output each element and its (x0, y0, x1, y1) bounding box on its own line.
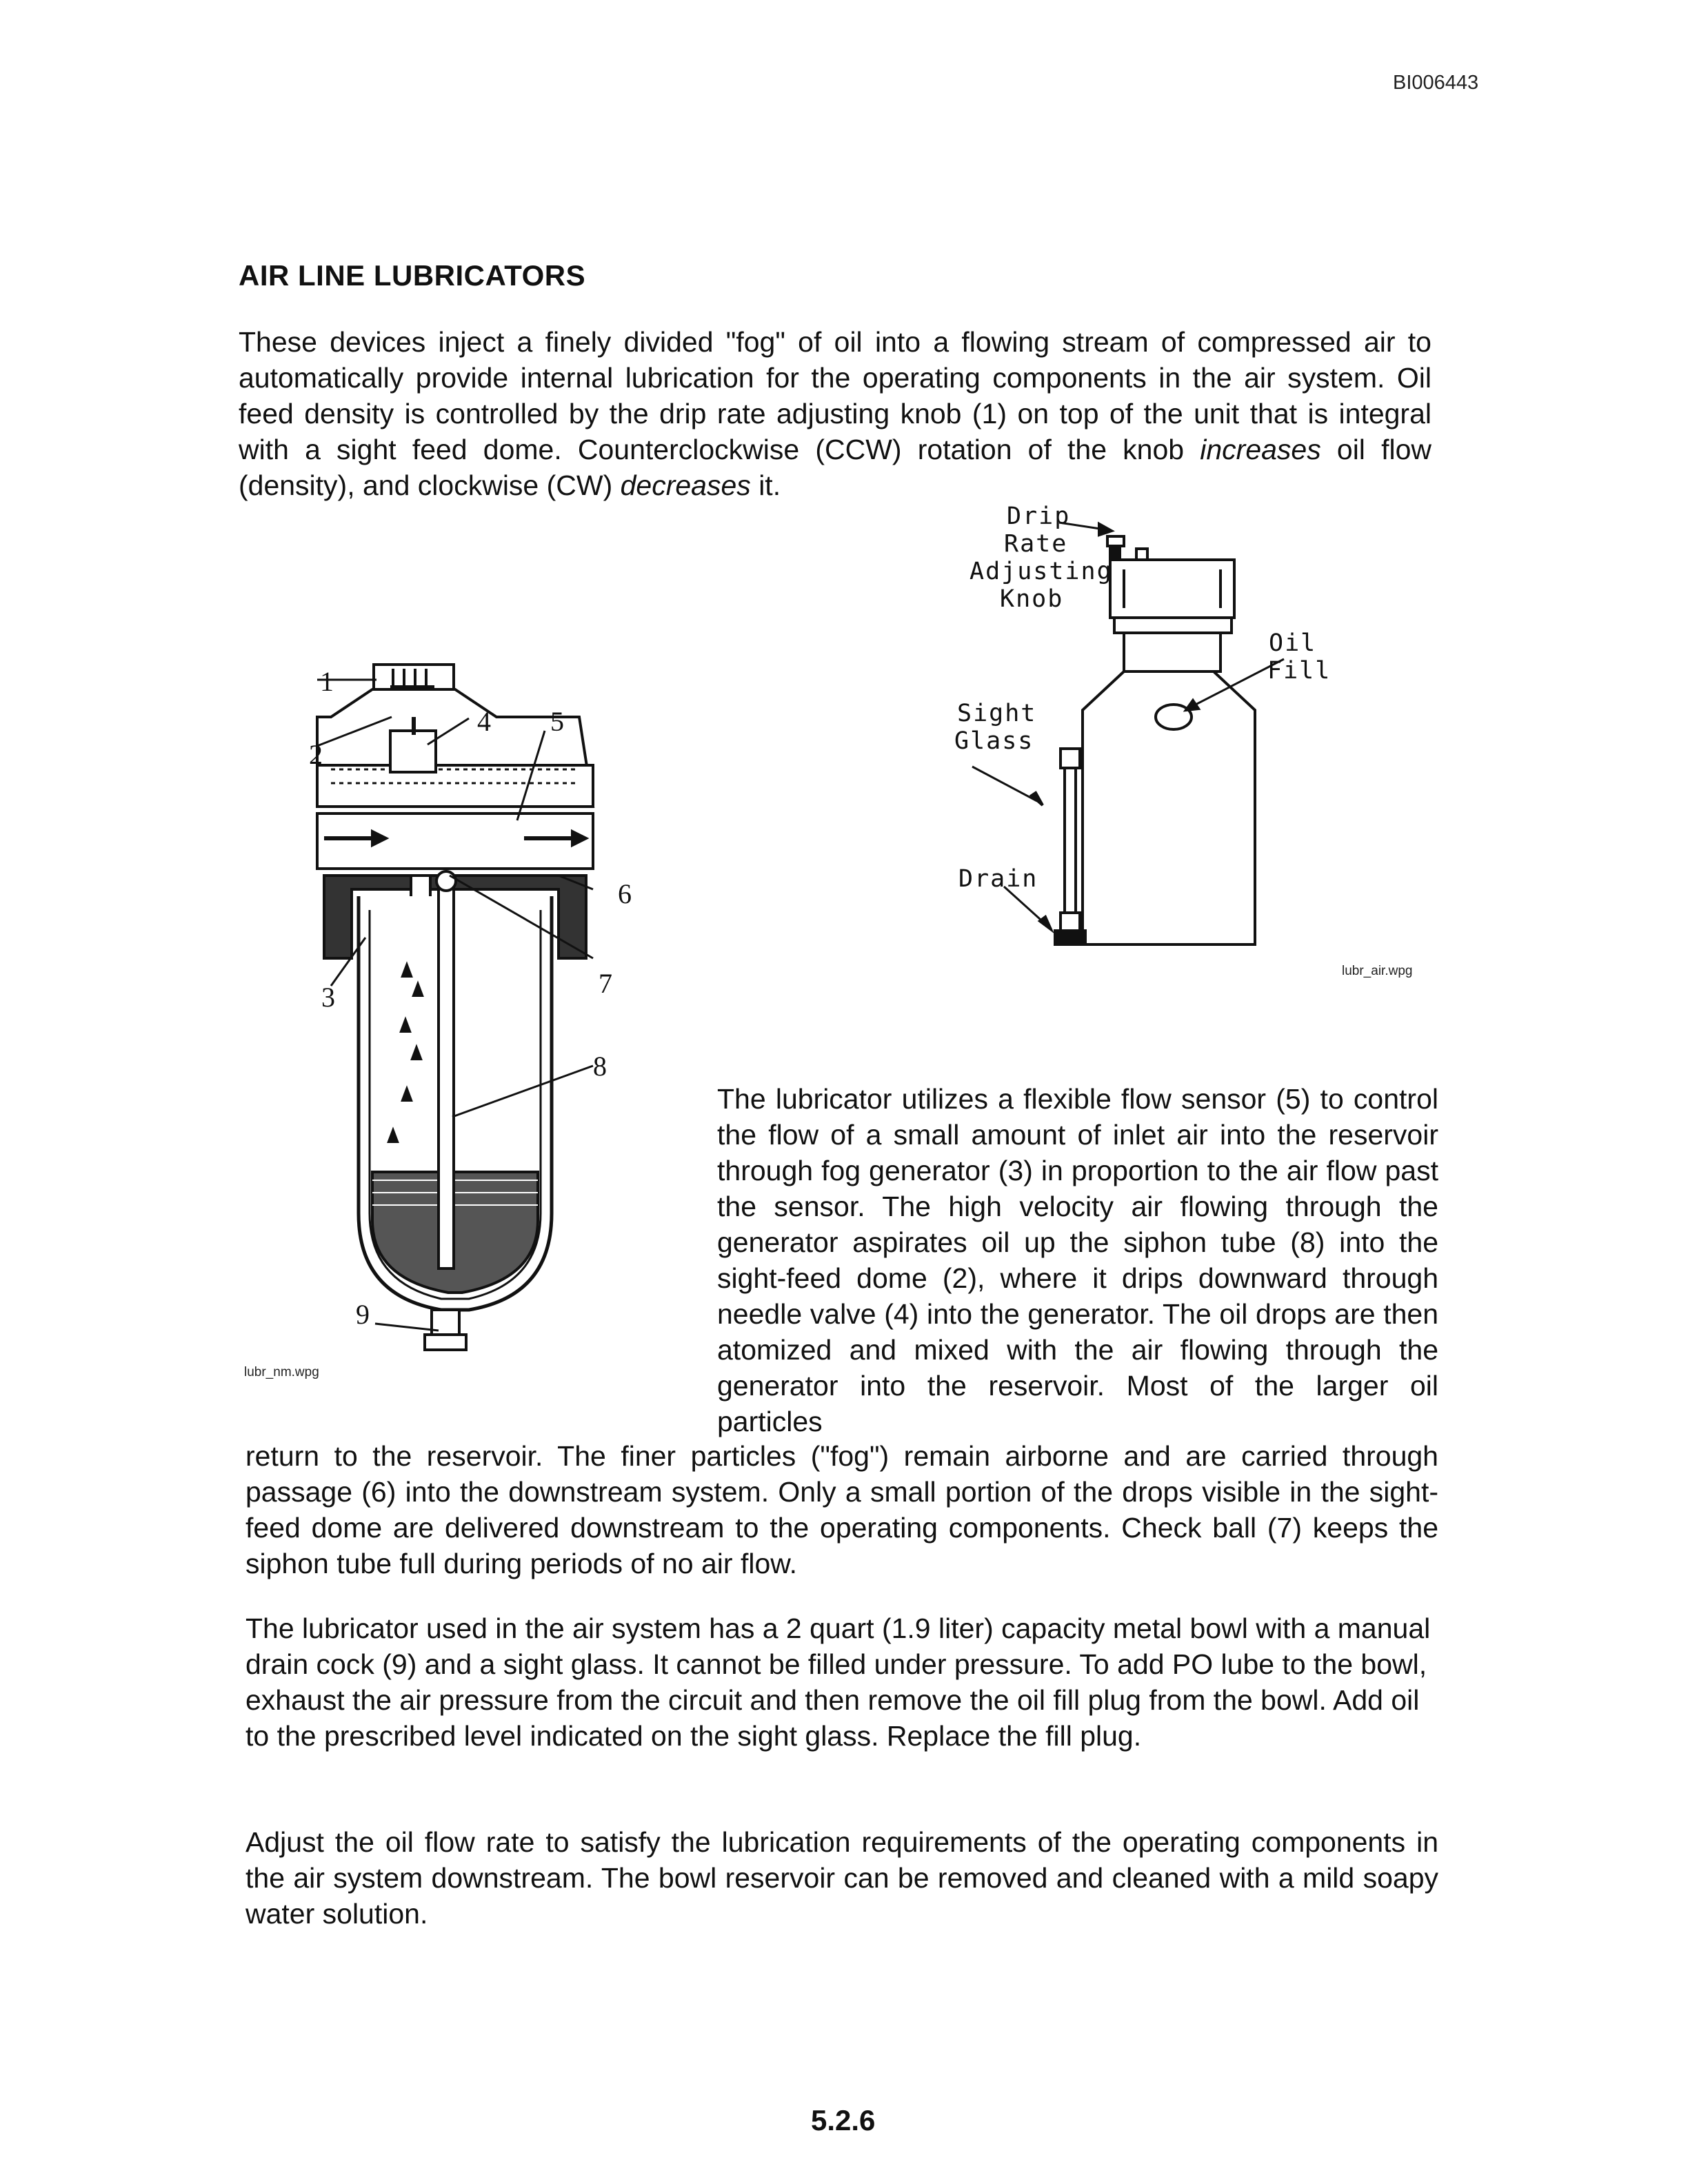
sight-glass-shape (1065, 768, 1076, 913)
intro-emphasis-decreases: decreases (620, 469, 751, 501)
filling-paragraph: The lubricator used in the air system has a 2 quart (1.9 liter) capacity metal bowl with a manual drain cock (9) and a sight glass. It cannot be filled under pressure. To add PO lube to the bowl, exhaust the air pressure from the circuit and then remove the oil fill plug from the bowl. Add oil to the prescribed level indicated on the sight glass. Replace the fill plug. (245, 1612, 1431, 1752)
label-fill: Fill (1267, 657, 1332, 685)
lubricator-cutaway-diagram (290, 648, 676, 1365)
adjustment-paragraph: Adjust the oil flow rate to satisfy the lubrication requirements of the operating components in the air system downstream. The bowl reservoir can be removed and cleaned with a mild soapy water solution. (245, 1826, 1438, 1930)
callout-5: 5 (550, 706, 564, 737)
callout-1: 1 (320, 666, 334, 697)
left-figure-caption: lubr_nm.wpg (244, 1365, 319, 1379)
siphon-tube-shape (439, 882, 454, 1268)
label-rate: Rate (1004, 530, 1068, 558)
callout-9: 9 (356, 1299, 370, 1330)
operation-paragraph-continued: return to the reservoir. The finer particles ("fog") remain airborne and are carried through passage (6) into the downstream system. Only a small portion of the drops visible in the sight-feed dome are delivered downstream to the operating components. Check ball (7) keeps the siphon tube full during periods of no air flow. (245, 1440, 1438, 1579)
callout-6: 6 (618, 878, 632, 909)
callout-2: 2 (309, 739, 323, 770)
section-heading: AIR LINE LUBRICATORS (239, 259, 586, 292)
label-knob: Knob (1000, 585, 1064, 613)
intro-emphasis-increases: increases (1200, 434, 1321, 465)
label-sight: Sight (957, 700, 1037, 727)
drain-cock-shape (1055, 931, 1085, 944)
label-drain: Drain (958, 865, 1038, 893)
knob-housing-shape (1110, 560, 1234, 618)
check-ball-shape (436, 871, 456, 891)
label-drip: Drip (1007, 503, 1071, 530)
intro-paragraph (239, 324, 1431, 503)
intro-text-3: it. (750, 469, 781, 501)
callout-7: 7 (599, 968, 612, 999)
intro-text-2: oil flow (density), and clockwise (CW) (239, 434, 1431, 501)
document-id: BI006443 (1393, 72, 1479, 94)
page-number: 5.2.6 (811, 2104, 876, 2136)
callout-8: 8 (593, 1051, 607, 1082)
label-glass: Glass (954, 727, 1034, 755)
right-figure-caption: lubr_air.wpg (1342, 964, 1413, 978)
lubricator-external-diagram (952, 503, 1338, 958)
label-oil: Oil (1269, 629, 1317, 657)
callout-4: 4 (477, 706, 491, 737)
callout-3: 3 (321, 982, 335, 1013)
operation-paragraph: The lubricator utilizes a flexible flow sensor (5) to control the flow of a small amount of inlet air into the reservoir through fog generator (3) in proportion to the air flow past the sensor. The high velocity air flowing through the generator aspirates oil up the siphon tube (8) into the sight-feed dome (2), where it drips downward through needle valve (4) into the generator. The oil drops are then atomized and mixed with the air flowing through the generator into the reservoir. Most of the larger oil particles (717, 1083, 1438, 1437)
intro-text-1: These devices inject a finely divided "fog" of oil into a flowing stream of compressed air to automatically provide internal lubrication for the operating components in the air system. Oil feed density is controlled by the drip rate adjusting knob (1) on top of the unit that is integral with a sight feed dome. Counterclockwise (CCW) rotation of the knob (239, 326, 1431, 465)
label-adjusting: Adjusting (969, 558, 1113, 585)
